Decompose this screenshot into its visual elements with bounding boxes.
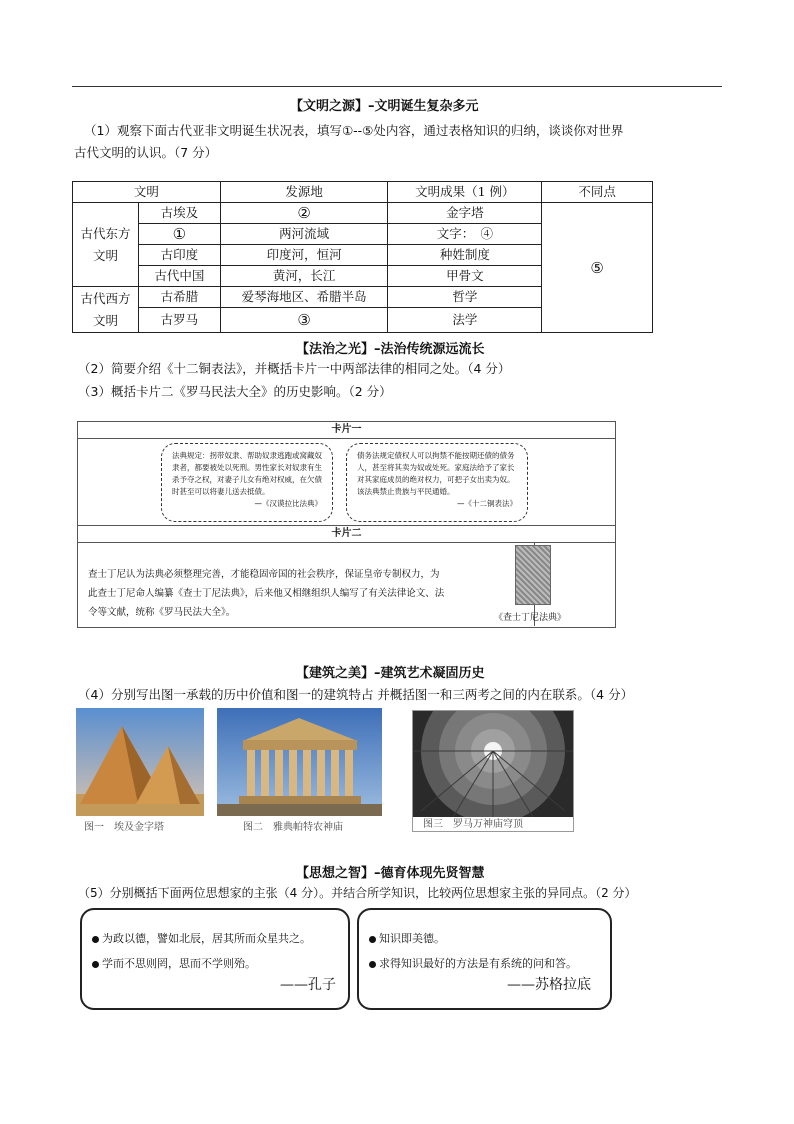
card1-right-text: 债务法规定债权人可以拘禁不能按期还债的债务人，甚至将其卖为奴或处死。家庭法给予了家长对其家庭成员的绝对权力，可把子女出卖为奴。该法典禁止贵族与平民通婚。 — [357, 451, 515, 496]
section4-title: 【思想之智】–德育体现先贤智慧 — [296, 866, 485, 881]
bullet-icon — [369, 936, 376, 943]
justinian-codex-image — [515, 545, 551, 605]
img1-caption: 图一 埃及金字塔 — [84, 822, 164, 833]
img3-caption: 图三 罗马万神庙穹顶 — [423, 819, 523, 830]
civ-origin: 黄河，长江 — [220, 266, 388, 287]
img2-caption: 图二 雅典帕特农神庙 — [243, 822, 343, 833]
top-rule — [72, 86, 722, 87]
q3: （3）概括卡片二《罗马民法大全》的历史影响。（2 分） — [78, 384, 392, 399]
civ-name: 古罗马 — [138, 308, 220, 333]
pantheon-dome-image — [412, 710, 574, 832]
confucius-signature: ——孔子 — [280, 977, 336, 993]
header-result: 文明成果（1 例） — [388, 182, 542, 203]
socrates-quote-box — [357, 908, 612, 1010]
socrates-line2 — [369, 955, 577, 971]
card1-left-box — [161, 443, 333, 522]
civ-result: 种姓制度 — [388, 245, 542, 266]
card1-title: 卡片一 — [78, 422, 615, 439]
civ-origin: 印度河，恒河 — [220, 245, 388, 266]
group-west: 古代西方文明 — [73, 287, 139, 333]
civ-name: 古埃及 — [138, 203, 220, 224]
civ-origin: 两河流域 — [220, 224, 388, 245]
q2: （2）简要介绍《十二铜表法》，并概括卡片一中两部法律的相同之处。（4 分） — [78, 361, 511, 376]
civ-result: 哲学 — [388, 287, 542, 308]
q1-line2: 古代文明的认识。（7 分） — [74, 145, 218, 160]
pyramids-image — [76, 708, 204, 816]
codex-caption: 《查士丁尼法典》 — [494, 613, 567, 623]
diff-cell: ⑤ — [542, 203, 653, 333]
civ-name: 古印度 — [138, 245, 220, 266]
socrates-line1-text: 知识即美德。 — [379, 932, 445, 945]
civ-origin: 爱琴海地区、希腊半岛 — [220, 287, 388, 308]
q4: （4）分别写出图一承载的历中价值和图一的建筑特占 并概括图一和三两考之间的内在联系。（4 分） — [78, 687, 634, 702]
civ-result: 甲骨文 — [388, 266, 542, 287]
table-row — [73, 203, 653, 224]
card2-text: 查士丁尼认为法典必须整理完善，才能稳固帝国的社会秩序，保证皇帝专制权力，为此查士丁尼命人编纂《查士丁尼法典》，后来他又相继组织人编写了有关法律论文、法令等文献，统称《罗马民法大全》。 — [88, 569, 445, 618]
socrates-line2-text: 求得知识最好的方法是有系统的问和答。 — [379, 957, 577, 970]
civ-name: 古代中国 — [138, 266, 220, 287]
q5: （5）分别概括下面两位思想家的主张（4 分）。并结合所学知识，比较两位思想家主张的异同点。（2 分） — [78, 886, 637, 900]
civilization-table — [72, 181, 653, 333]
civ-name: ① — [138, 224, 220, 245]
card1-right-box — [346, 443, 528, 522]
socrates-line1 — [369, 930, 445, 946]
q1-line1: （1）观察下面古代亚非文明诞生状况表，填写①--⑤处内容，通过表格知识的归纳，谈谈你对世界 — [84, 123, 624, 138]
header-origin: 发源地 — [220, 182, 388, 203]
section2-title: 【法治之光】–法治传统源远流长 — [296, 342, 485, 357]
confucius-line1-text: 为政以德，譬如北辰，居其所而众星共之。 — [102, 932, 311, 945]
section1-title: 【文明之源】–文明诞生复杂多元 — [290, 99, 479, 114]
table-header-row — [73, 182, 653, 203]
header-diff: 不同点 — [542, 182, 653, 203]
civ-origin: ② — [220, 203, 388, 224]
card2-title: 卡片二 — [78, 525, 615, 543]
confucius-line2 — [92, 955, 256, 971]
bullet-icon — [92, 961, 99, 968]
parthenon-image — [217, 708, 382, 816]
civ-result: 法学 — [388, 308, 542, 333]
civ-origin: ③ — [220, 308, 388, 333]
section3-title: 【建筑之美】–建筑艺术凝固历史 — [296, 666, 485, 681]
civ-result: 金字塔 — [388, 203, 542, 224]
card1-right-source: —《十二铜表法》 — [457, 499, 517, 508]
header-civ: 文明 — [73, 182, 221, 203]
card1-left-source: —《汉谟拉比法典》 — [254, 499, 322, 508]
card1-left-text: 法典规定：拐带奴隶、帮助奴隶逃跑或窝藏奴隶者，都要被处以死刑。男性家长对奴隶有生杀予夺之权，对妻子儿女有绝对权威，在欠债时甚至可以将妻儿送去抵债。 — [172, 451, 322, 496]
confucius-line2-text: 学而不思则罔，思而不学则殆。 — [102, 957, 256, 970]
bullet-icon — [92, 936, 99, 943]
confucius-line1 — [92, 930, 311, 946]
bullet-icon — [369, 961, 376, 968]
civ-result: 文字： ④ — [388, 224, 542, 245]
confucius-quote-box — [80, 908, 350, 1010]
group-east: 古代东方文明 — [73, 203, 139, 287]
civ-name: 古希腊 — [138, 287, 220, 308]
socrates-signature: ——苏格拉底 — [507, 977, 591, 993]
